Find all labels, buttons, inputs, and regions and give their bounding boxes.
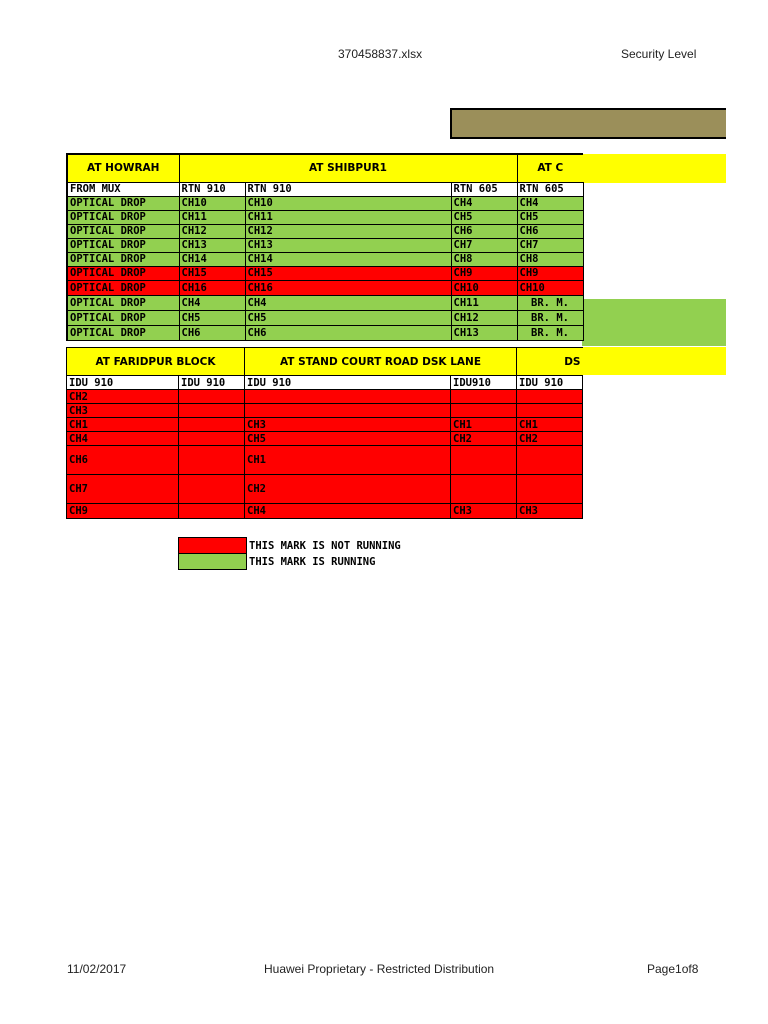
header-band-extension <box>582 154 726 183</box>
table-cell: CH3 <box>451 504 517 519</box>
table-cell: CH6 <box>179 325 245 340</box>
table-cell: CH10 <box>517 280 583 295</box>
table-cell: CH3 <box>245 418 451 432</box>
table-cell: CH8 <box>451 252 517 266</box>
subheader-cell: FROM MUX <box>67 182 179 196</box>
table-cell <box>451 446 517 475</box>
table-row <box>67 475 583 504</box>
table-cell: BR. M. <box>517 310 583 325</box>
table-cell: CH6 <box>451 224 517 238</box>
header-band-extension-2 <box>582 347 726 375</box>
table-cell: CH9 <box>451 266 517 280</box>
table-cell: CH8 <box>517 252 583 266</box>
table-cell <box>517 404 583 418</box>
table-cell: CH5 <box>245 432 451 446</box>
table-cell <box>517 390 583 404</box>
table-cell <box>179 404 245 418</box>
table-cell: OPTICAL DROP <box>67 252 179 266</box>
table-cell: CH4 <box>517 196 583 210</box>
table-cell <box>179 418 245 432</box>
table-cell: CH1 <box>451 418 517 432</box>
faridpur-link-table <box>66 347 583 519</box>
table-row <box>67 446 583 475</box>
table-cell: CH3 <box>517 504 583 519</box>
header-shibpur: AT SHIBPUR1 <box>179 154 517 182</box>
table-cell: CH2 <box>517 432 583 446</box>
table-cell: OPTICAL DROP <box>67 266 179 280</box>
table-cell: OPTICAL DROP <box>67 238 179 252</box>
table-cell: CH6 <box>517 224 583 238</box>
table-cell: CH14 <box>179 252 245 266</box>
table-row <box>67 295 583 310</box>
legend-swatch-not-running <box>179 538 247 554</box>
header-howrah: AT HOWRAH <box>67 154 179 182</box>
table-cell: CH12 <box>179 224 245 238</box>
table-cell: CH11 <box>245 210 451 224</box>
table-cell: CH10 <box>179 196 245 210</box>
subheader-cell: IDU 910 <box>245 376 451 390</box>
table-row <box>67 196 583 210</box>
table-cell <box>451 390 517 404</box>
security-level: Security Level <box>621 47 697 61</box>
legend-swatch-running <box>179 554 247 570</box>
table-cell: CH16 <box>179 280 245 295</box>
table-row <box>67 310 583 325</box>
table-cell: CH9 <box>67 504 179 519</box>
subheader-cell: RTN 605 <box>517 182 583 196</box>
header-cut: DS <box>517 348 583 376</box>
table-cell <box>517 446 583 475</box>
table-cell: OPTICAL DROP <box>67 196 179 210</box>
table-cell: CH1 <box>67 418 179 432</box>
table-cell: CH14 <box>245 252 451 266</box>
table-cell <box>179 504 245 519</box>
table-row <box>67 404 583 418</box>
table-cell <box>179 446 245 475</box>
table-row <box>67 504 583 519</box>
legend-label: THIS MARK IS NOT RUNNING <box>249 539 401 552</box>
subheader-cell: RTN 910 <box>245 182 451 196</box>
table-row <box>67 266 583 280</box>
table-cell: CH5 <box>179 310 245 325</box>
table-row <box>67 418 583 432</box>
table-cell: CH4 <box>67 432 179 446</box>
table-cell: OPTICAL DROP <box>67 224 179 238</box>
howrah-link-table <box>66 153 584 341</box>
table-cell: CH5 <box>517 210 583 224</box>
table-cell: CH4 <box>245 295 451 310</box>
table-cell: CH7 <box>517 238 583 252</box>
running-band-extension <box>582 299 726 346</box>
file-name: 370458837.xlsx <box>338 47 423 61</box>
table-cell: OPTICAL DROP <box>67 325 179 340</box>
table-cell <box>179 475 245 504</box>
status-legend <box>178 537 404 570</box>
table-cell <box>179 390 245 404</box>
table-cell: CH4 <box>245 504 451 519</box>
table-cell: CH6 <box>245 325 451 340</box>
table-cell: CH1 <box>517 418 583 432</box>
table-row <box>67 252 583 266</box>
table-cell: CH4 <box>179 295 245 310</box>
table-cell: OPTICAL DROP <box>67 210 179 224</box>
table-cell: CH16 <box>245 280 451 295</box>
subheader-cell: IDU 910 <box>517 376 583 390</box>
table-row <box>67 432 583 446</box>
subheader-cell: IDU910 <box>451 376 517 390</box>
table-cell <box>451 475 517 504</box>
table-cell: CH13 <box>245 238 451 252</box>
table-cell <box>179 432 245 446</box>
table-cell: CH5 <box>451 210 517 224</box>
table-cell: CH10 <box>245 196 451 210</box>
table-cell <box>245 390 451 404</box>
title-banner <box>450 108 726 139</box>
table-cell: CH1 <box>245 446 451 475</box>
table-cell: CH13 <box>179 238 245 252</box>
table-cell: CH2 <box>67 390 179 404</box>
table-cell: CH2 <box>451 432 517 446</box>
table-row <box>67 210 583 224</box>
table-row <box>67 238 583 252</box>
table-cell: CH4 <box>451 196 517 210</box>
table-cell: OPTICAL DROP <box>67 280 179 295</box>
table-cell: CH10 <box>451 280 517 295</box>
subheader-cell: IDU 910 <box>179 376 245 390</box>
table-cell: CH3 <box>67 404 179 418</box>
table-cell: CH11 <box>179 210 245 224</box>
table-cell <box>517 475 583 504</box>
table-cell: CH7 <box>67 475 179 504</box>
table-cell <box>245 404 451 418</box>
table-row <box>67 390 583 404</box>
table-cell: CH15 <box>245 266 451 280</box>
table-cell: OPTICAL DROP <box>67 295 179 310</box>
table-row <box>67 325 583 340</box>
table-cell: CH12 <box>245 224 451 238</box>
table-cell: CH15 <box>179 266 245 280</box>
subheader-cell: RTN 605 <box>451 182 517 196</box>
table-cell <box>451 404 517 418</box>
footer-date: 11/02/2017 <box>67 962 127 976</box>
footer-page-number: Page1of8 <box>647 962 699 976</box>
table-cell: BR. M. <box>517 325 583 340</box>
table-row <box>67 280 583 295</box>
legend-label: THIS MARK IS RUNNING <box>249 555 376 568</box>
subheader-cell: RTN 910 <box>179 182 245 196</box>
table-cell: OPTICAL DROP <box>67 310 179 325</box>
table-cell: CH11 <box>451 295 517 310</box>
header-cut: AT C <box>517 154 583 182</box>
table-cell: CH6 <box>67 446 179 475</box>
table-row <box>67 224 583 238</box>
table-cell: BR. M. <box>517 295 583 310</box>
header-stand-court: AT STAND COURT ROAD DSK LANE <box>245 348 517 376</box>
table-cell: CH9 <box>517 266 583 280</box>
table-cell: CH12 <box>451 310 517 325</box>
subheader-cell: IDU 910 <box>67 376 179 390</box>
footer-proprietary: Huawei Proprietary - Restricted Distribution <box>264 962 495 976</box>
table-cell: CH2 <box>245 475 451 504</box>
table-cell: CH7 <box>451 238 517 252</box>
table-cell: CH5 <box>245 310 451 325</box>
header-faridpur: AT FARIDPUR BLOCK <box>67 348 245 376</box>
table-cell: CH13 <box>451 325 517 340</box>
